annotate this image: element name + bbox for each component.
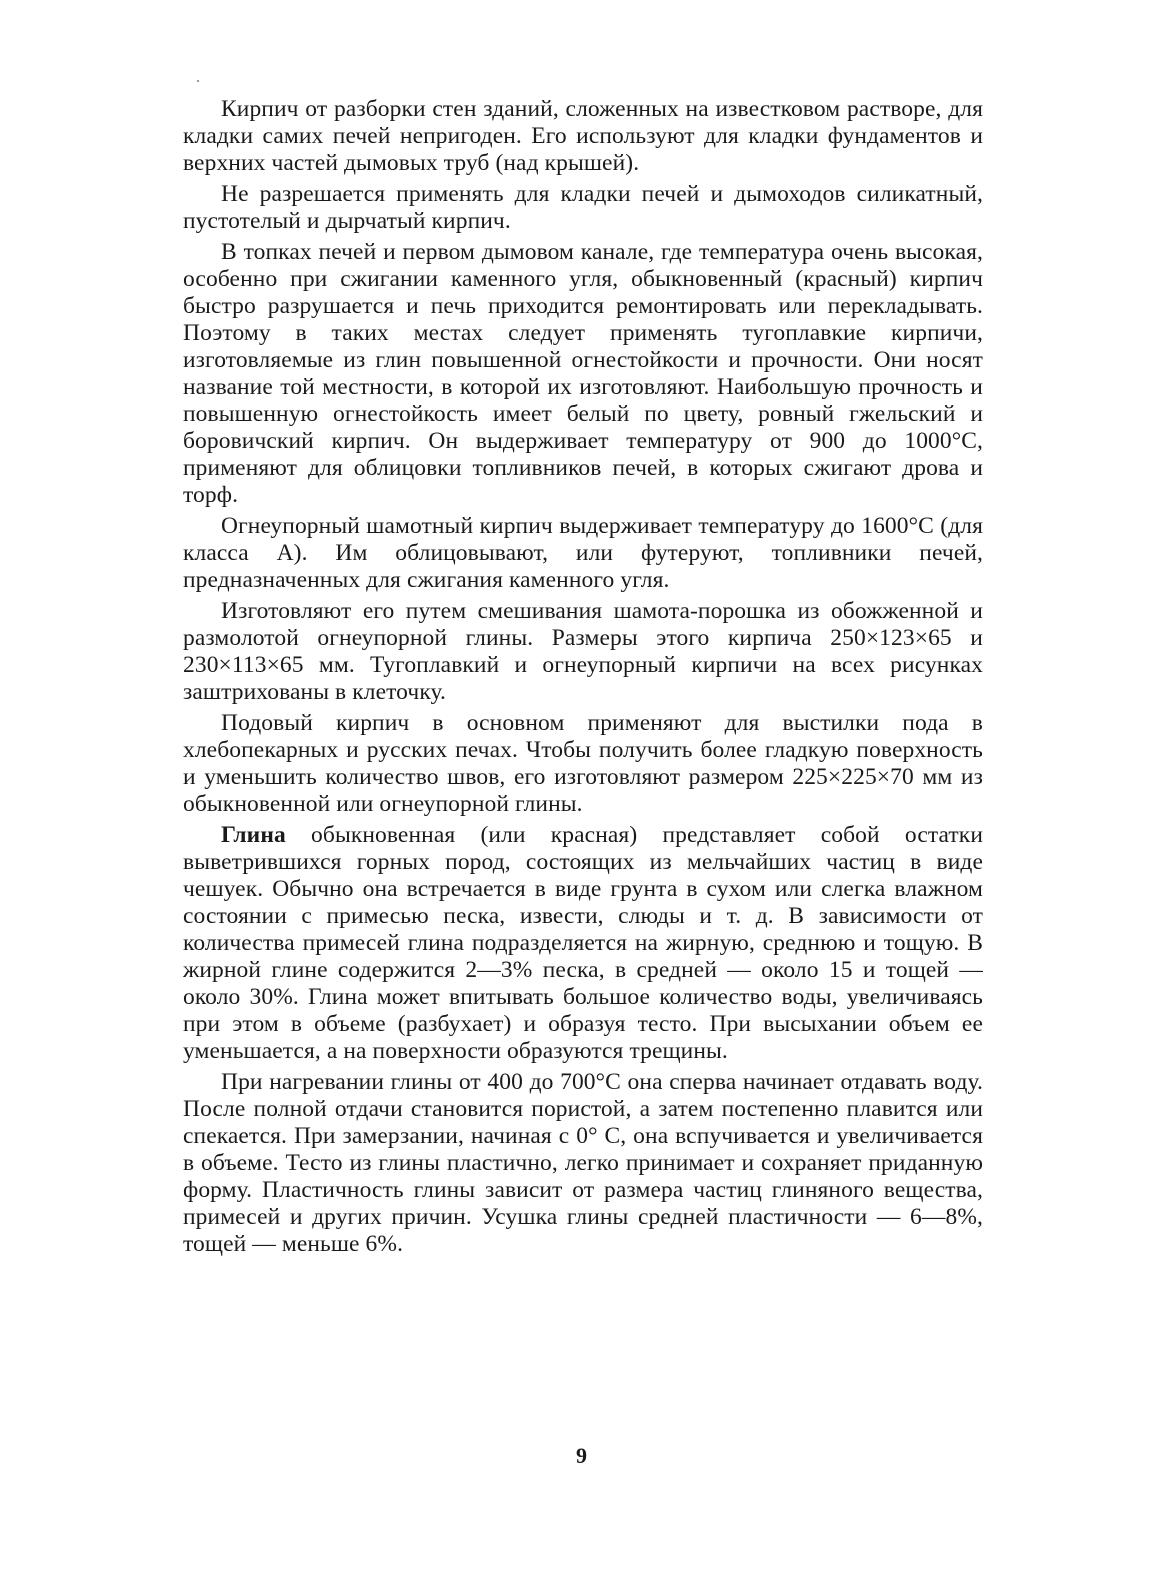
paragraph-clay: Глина обыкновенная (или красная) представляет собой остатки выветрившихся горных пород, состоящих из мельчайших частиц в виде чешуек. Обычно она встречается в виде грунта в сухом или слегка влажном состоянии с примесью песка, извести, слюды и т. д. В зависимости от количества примесей глина подразделяется на жирную, среднюю и тощую. В жирной глине содержится 2—3% песка, в средней — около 15 и тощей — около 30%. Глина может впитывать большое количество воды, увеличиваясь при этом в объеме (разбухает) и образуя тесто. При высыхании объем ее уменьшается, а на поверхности образуются трещины. (183, 822, 983, 1064)
paragraph-hearth-brick: Подовый кирпич в основном применяют для выстилки пода в хлебопекарных и русских печах. Чтобы получить более гладкую поверхность и уменьшить количество швов, его изготовляют размером 225×225×70 мм из обыкновенной или огнеупорной глины. (183, 710, 983, 817)
page-number: 9 (576, 1443, 587, 1468)
paragraph-chamotte-brick: Огнеупорный шамотный кирпич выдерживает температуру до 1600°С (для класса А). Им облицовывают, или футеруют, топливники печей, предназначенных для сжигания каменного угля. (183, 513, 983, 593)
paragraph-brick-from-demolition: Кирпич от разборки стен зданий, сложенных на известковом растворе, для кладки самих печей непригоден. Его используют для кладки фундаментов и верхних частей дымовых труб (над крышей). (183, 96, 983, 176)
page-body (183, 96, 983, 1258)
paragraph-clay-heating: При нагревании глины от 400 до 700°С она сперва начинает отдавать воду. После полной отдачи становится пористой, а затем постепенно плавится или спекается. При замерзании, начиная с 0° С, она вспучивается и увеличивается в объеме. Тесто из глины пластично, легко принимает и сохраняет приданную форму. Пластичность глины зависит от размера частиц глиняного вещества, примесей и других причин. Усушка глины средней пластичности — 6—8%, тощей — меньше 6%. (183, 1069, 983, 1257)
scan-speck (197, 80, 199, 82)
term-clay: Глина (221, 822, 286, 848)
paragraph-refractory-bricks: В топках печей и первом дымовом канале, где температура очень высокая, особенно при сжигании каменного угля, обыкновенный (красный) кирпич быстро разрушается и печь приходится ремонтировать или перекладывать. Поэтому в таких местах следует применять тугоплавкие кирпичи, изготовляемые из глин повышенной огнестойкости и прочности. Они носят название той местности, в которой их изготовляют. Наибольшую прочность и повышенную огнестойкость имеет белый по цвету, ровный гжельский и боровичский кирпич. Он выдерживает температуру от 900 до 1000°С, применяют для облицовки топливников печей, в которых сжигают дрова и торф. (183, 239, 983, 508)
paragraph-chamotte-manufacture: Изготовляют его путем смешивания шамота-порошка из обожженной и размолотой огнеупорной глины. Размеры этого кирпича 250×123×65 и 230×113×65 мм. Тугоплавкий и огнеупорный кирпичи на всех рисунках заштрихованы в клеточку. (183, 598, 983, 705)
paragraph-prohibited-bricks: Не разрешается применять для кладки печей и дымоходов силикатный, пустотелый и дырчатый кирпич. (183, 181, 983, 234)
